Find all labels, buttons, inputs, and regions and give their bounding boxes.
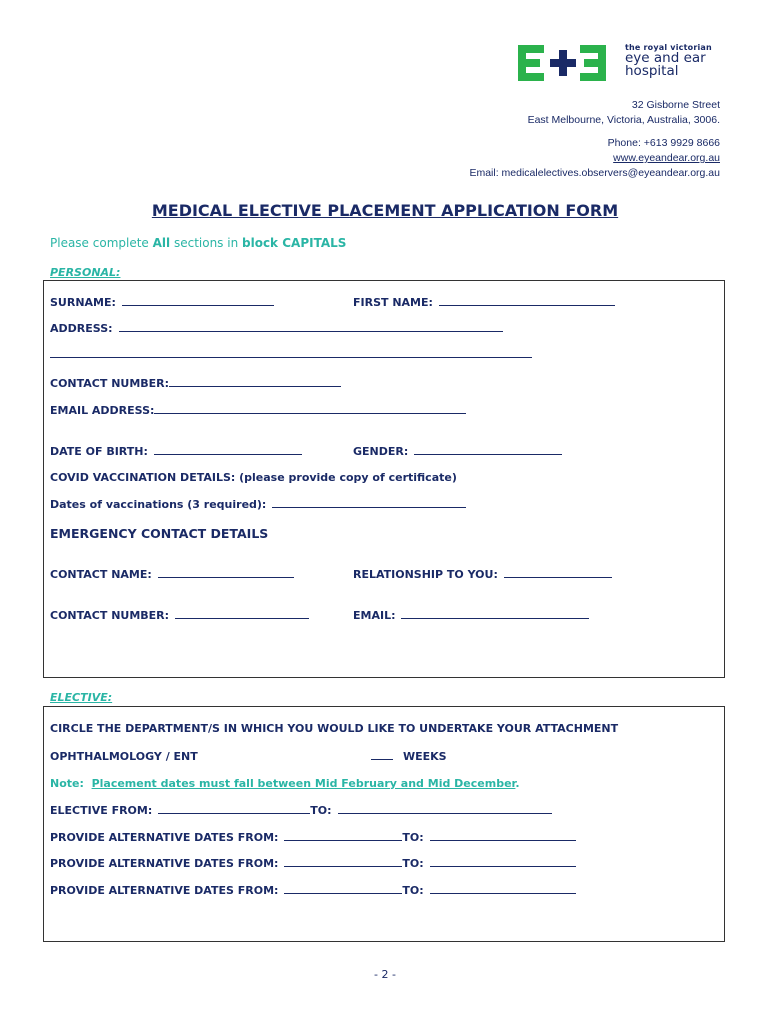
emergency-email-label: EMAIL: [353,609,396,622]
gender-label: GENDER: [353,445,409,458]
hospital-logo [518,44,723,82]
surname-field[interactable] [50,296,274,309]
email-address-field[interactable] [50,404,466,417]
phone-number: Phone: +613 9929 8666 [607,137,720,149]
elective-section-label: ELECTIVE: [50,691,113,704]
elective-section-box [43,706,725,942]
personal-section-box [43,280,725,678]
email-address-label: EMAIL ADDRESS: [50,404,155,417]
address-line-2-field[interactable] [50,348,532,361]
vaccination-dates-label: Dates of vaccinations (3 required): [50,498,267,511]
elective-from-label: ELECTIVE FROM: [50,804,153,817]
relationship-field[interactable] [353,568,612,581]
emergency-contact-number-field[interactable] [50,609,309,622]
circle-department-instruction: CIRCLE THE DEPARTMENT/S IN WHICH YOU WOULD LIKE TO UNDERTAKE YOUR ATTACHMENT [50,722,619,735]
gender-field[interactable] [353,445,562,458]
page-title: MEDICAL ELECTIVE PLACEMENT APPLICATION FORM [151,201,619,220]
website-link[interactable]: www.eyeandear.org.au [613,152,720,164]
alt-from-label-3: PROVIDE ALTERNATIVE DATES FROM: [50,884,279,897]
alt-to-label-2: TO: [402,857,424,870]
personal-section-label: PERSONAL: [50,266,121,279]
address-field[interactable] [50,322,503,335]
elective-from-field[interactable] [50,804,552,817]
date-of-birth-field[interactable] [50,445,302,458]
instructions [50,236,346,250]
surname-label: SURNAME: [50,296,116,309]
department-option[interactable]: OPHTHALMOLOGY / ENT [50,750,198,763]
instructions-caps: block CAPITALS [242,236,347,250]
alternative-dates-field-2[interactable] [50,857,576,870]
alt-to-label-1: TO: [402,831,424,844]
address-label: ADDRESS: [50,322,113,335]
city-address: East Melbourne, Victoria, Australia, 3006. [527,114,720,126]
emergency-contact-name-field[interactable] [50,568,294,581]
address-block [469,98,720,181]
dob-label: DATE OF BIRTH: [50,445,148,458]
e-plus-e-logo-icon [518,45,614,81]
note-end: . [515,777,520,790]
instructions-all: All [152,236,171,250]
alt-from-label-2: PROVIDE ALTERNATIVE DATES FROM: [50,857,279,870]
weeks-label: WEEKS [403,750,447,763]
alternative-dates-field-3[interactable] [50,884,576,897]
alt-to-label-3: TO: [402,884,424,897]
weeks-field[interactable] [371,750,447,763]
relationship-label: RELATIONSHIP TO YOU: [353,568,498,581]
logo-line-3: hospital [625,63,679,79]
contact-number-label: CONTACT NUMBER: [50,377,170,390]
first-name-label: FIRST NAME: [353,296,433,309]
instructions-mid: sections in [170,236,242,250]
vaccination-dates-field[interactable] [50,498,466,511]
first-name-field[interactable] [353,296,615,309]
logo-line-2: eye and ear [625,50,706,66]
contact-name-label: CONTACT NAME: [50,568,152,581]
covid-vaccination-label: COVID VACCINATION DETAILS: (please provide copy of certificate) [50,471,457,484]
placement-dates-note [50,777,520,790]
emergency-email-field[interactable] [353,609,589,622]
contact-number-field[interactable] [50,377,341,390]
instructions-pre: Please complete [50,236,153,250]
alternative-dates-field-1[interactable] [50,831,576,844]
elective-to-label: TO: [310,804,332,817]
alt-from-label-1: PROVIDE ALTERNATIVE DATES FROM: [50,831,279,844]
emergency-number-label: CONTACT NUMBER: [50,609,170,622]
note-text: Placement dates must fall between Mid February and Mid December [91,777,516,790]
emergency-contact-header: EMERGENCY CONTACT DETAILS [50,526,269,541]
email-contact[interactable]: Email: medicalelectives.observers@eyeandear.org.au [469,167,720,179]
street-address: 32 Gisborne Street [631,99,720,111]
logo-line-1: the royal victorian [625,43,712,52]
page-number: - 2 - [374,968,396,981]
note-label: Note: [50,777,84,790]
